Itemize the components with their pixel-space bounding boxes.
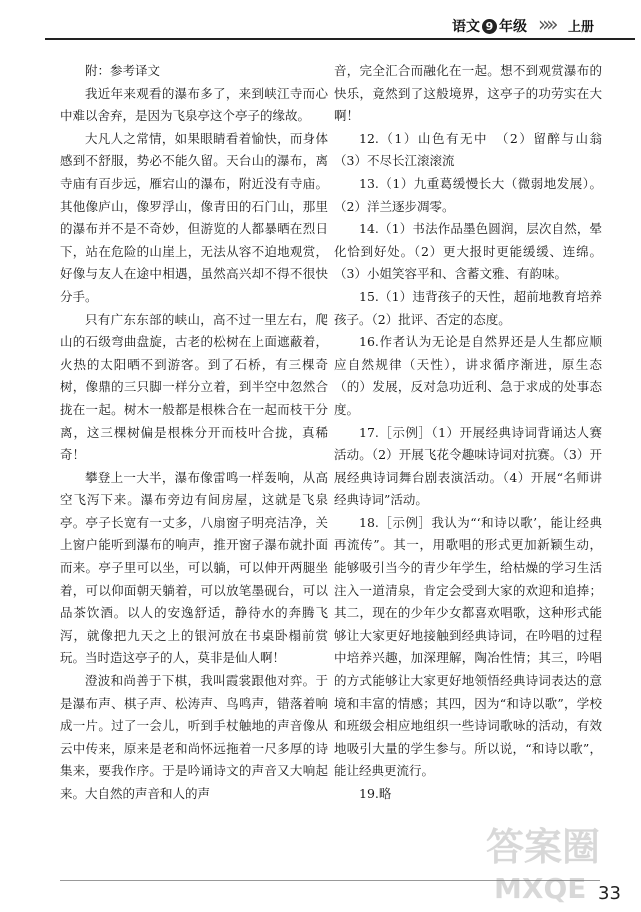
answer-paragraph: 13.（1）九重葛缓慢长大（微弱地发展）。（2）洋兰逐步凋零。 xyxy=(334,175,602,214)
translation-paragraph: 我近年来观看的瀑布多了，来到峡江寺而心中难以舍弃，是因为飞泉亭这个亭子的缘故。 xyxy=(60,85,328,124)
answer-paragraph: 19.略 xyxy=(359,786,392,801)
answer-paragraph: 17.［示例］（1）开展经典诗词背诵达人赛活动。（2）开展飞花令趣味诗词对抗赛。（3）开展经典诗词舞台剧表演活动。（4）开展“名师讲经典诗词”活动。 xyxy=(334,424,602,508)
translation-paragraph: 澄波和尚善于下棋，我叫霞裳跟他对弈。于是瀑布声、棋子声、松涛声、鸟鸣声，错落着响成一片。过了一会儿，听到手杖触地的声音像从云中传来，原来是老和尚怀远拖着一尺多厚的诗集来，要我作序。于是吟诵诗文的声音又大响起来。大自然的声音和人的声 xyxy=(60,673,328,801)
header-rule xyxy=(45,38,635,40)
left-column xyxy=(60,60,328,806)
answer-paragraph: 音，完全汇合而融化在一起。想不到观赏瀑布的快乐，竟然到了这般境界，这亭子的功劳实在大啊！ xyxy=(334,63,602,124)
answer-paragraph: 15.（1）违背孩子的天性，超前地教育培养孩子。（2）批评、否定的态度。 xyxy=(334,288,602,327)
answer-paragraph: 12.（1）山色有无中 （2）留醉与山翁（3）不尽长江滚滚流 xyxy=(334,130,602,169)
grade-number-badge: 9 xyxy=(482,19,497,34)
watermark-logo xyxy=(480,808,630,908)
right-column xyxy=(334,60,602,806)
section-heading: 附：参考译文 xyxy=(85,63,161,78)
double-chevron-icon: »» xyxy=(538,12,555,36)
answer-paragraph: 16.作者认为无论是自然界还是人生都应顺应自然规律（天性），讲求循序渐进，原生态（的）发展，反对急功近利、急于求成的处事态度。 xyxy=(334,334,602,417)
svg-text:答案圈: 答案圈 xyxy=(486,825,601,869)
page-number: 33 xyxy=(598,883,621,904)
translation-paragraph: 大凡人之常情，如果眼睛看着愉快，而身体感到不舒服，势必不能久留。天台山的瀑布，离寺庙有百步远，雁宕山的瀑布，附近没有寺庙。其他像庐山，像罗浮山，像青田的石门山，那里的瀑布并不是不奇妙，但游览的人都暴晒在烈日下，站在危险的山崖上，无法从容不迫地观赏，好像与友人在途中相遇，虽然高兴却不得不很快分手。 xyxy=(60,130,328,304)
subject-grade-title xyxy=(452,16,527,36)
grade-label: 年级 xyxy=(499,19,527,35)
answer-paragraph: 14.（1）书法作品墨色圆润，层次自然，晕化恰到好处。（2）更大报时更能缓缓、连绵。（3）小姐笑容平和、含蓄文雅、有韵味。 xyxy=(334,221,602,282)
subject-label: 语文 xyxy=(452,19,480,35)
volume-label: 上册 xyxy=(568,20,595,35)
page-header xyxy=(0,0,641,48)
answer-paragraph: 18.［示例］我认为“‘和诗以歌’，能让经典再流传”。其一，用歌唱的形式更加新颖生动，能够吸引当今的青少年学生，给枯燥的学习生活注入一道清泉，肯定会受到大家的欢迎和追捧；其二，现在的少年少女都喜欢唱歌，这种形式能够让大家更好地接触到经典诗词，在吟唱的过程中培养兴趣，加深理解，陶冶性情；其三，吟唱的方式能够让大家更好地领悟经典诗词表达的意境和丰富的情感；其四，因为“和诗以歌”，学校和班级会相应地组织一些诗词歌咏的活动，有效地吸引大量的学生参与。所以说，“和诗以歌”，能让经典更流行。 xyxy=(334,514,602,779)
translation-paragraph: 攀登上一大半，瀑布像雷鸣一样轰响，从高空飞泻下来。瀑布旁边有间房屋，这就是飞泉亭。亭子长宽有一丈多，八扇窗子明亮洁净，关上窗户能听到瀑布的响声，推开窗子瀑布就扑面而来。亭子里可以坐，可以躺，可以伸开两腿坐着，可以仰面朝天躺着，可以放笔墨砚台，可以品茶饮酒。以人的安逸舒适，静待水的奔腾飞泻，就像把九天之上的银河放在书桌卧榻前赏玩。当时造这亭子的人，莫非是仙人啊！ xyxy=(60,469,328,666)
translation-paragraph: 只有广东东部的峡山，高不过一里左右，爬山的石级弯曲盘旋，古老的松树在上面遮蔽着，火热的太阳晒不到游客。到了石桥，有三棵奇树，像鼎的三只脚一样分立着，到半空中忽然合拢在一起。树木一般都是根株合在一起而枝干分离，这三棵树偏是根株分开而枝叶合拢，真稀奇！ xyxy=(60,311,328,463)
svg-text:MXQE: MXQE xyxy=(494,872,587,905)
